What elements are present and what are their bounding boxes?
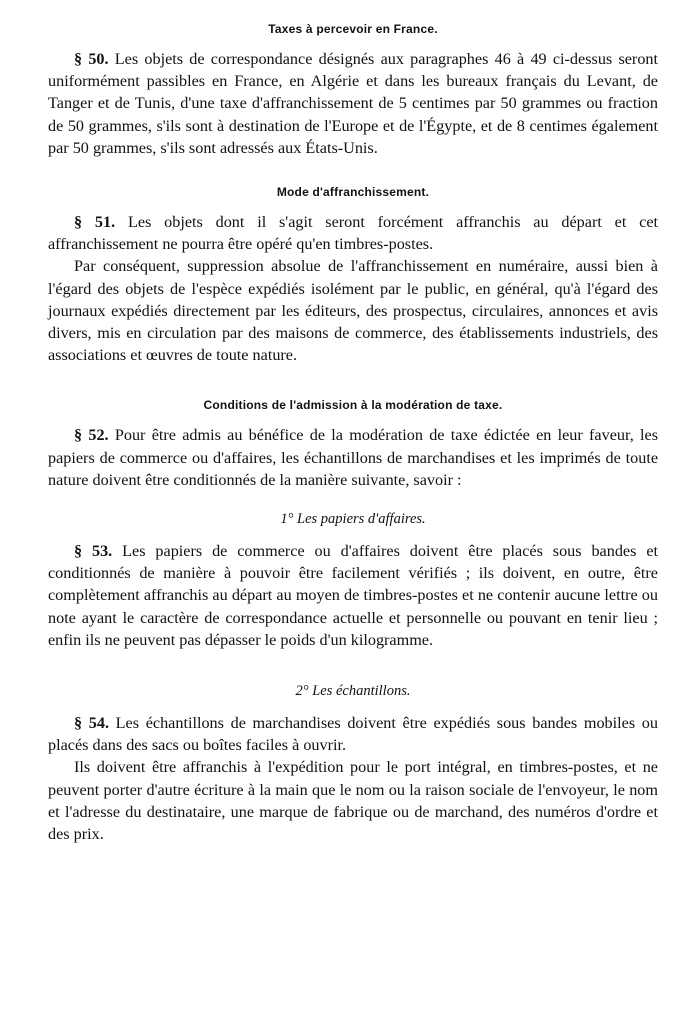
paragraph-50 <box>48 48 658 159</box>
spacer <box>48 700 658 712</box>
spacer <box>48 36 658 48</box>
section-mark-50: § 50. <box>74 50 109 68</box>
spacer <box>48 491 658 511</box>
section-mark-53: § 53. <box>74 542 113 561</box>
heading-taxes: Taxes à percevoir en France. <box>268 22 438 36</box>
spacer <box>48 199 658 211</box>
subhead-papiers: 1° Les papiers d'affaires. <box>280 511 426 528</box>
section-mark-51: § 51. <box>74 213 116 232</box>
subhead-echantillons: 2° Les échantillons. <box>295 683 411 700</box>
paragraph-51 <box>48 211 658 255</box>
spacer <box>48 528 658 540</box>
paragraph-50-text: Les objets de correspondance désignés aux paragraphes 46 à 49 ci-dessus seront uniformément passibles en France, en Algérie et dans les bureaux français du Levant, de Tanger et de Tunis, d'une taxe d'affranchissement de 5 centimes par 50 grammes ou fraction de 50 grammes, s'ils sont à destination de l'Europe et de l'Égypte, et de 8 centimes également par 50 grammes, s'ils sont adressés aux États-Unis. <box>48 50 658 157</box>
spacer <box>48 366 658 398</box>
section-mark-52: § 52. <box>74 426 109 445</box>
paragraph-54 <box>48 712 658 756</box>
paragraph-52-text: Pour être admis au bénéfice de la modération de taxe édictée en leur faveur, les papiers de commerce ou d'affaires, les échantillons de marchandises et les imprimés de toute nature doivent être conditionnés de la manière suivante, savoir : <box>48 426 659 489</box>
paragraph-53-text: Les papiers de commerce ou d'affaires doivent être placés sous bandes et conditionnés de manière à pouvoir être facilement vérifiés ; ils doivent, en outre, être complètement affranchis au départ au moyen de timbres-postes et ne contenir aucune lettre ou note ayant le caractère de correspondance actuelle et personnelle ou pouvant en tenir lieu ; enfin ils ne peuvent pas dépasser le poids d'un kilogramme. <box>48 542 659 649</box>
spacer <box>48 159 658 185</box>
section-mark-54: § 54. <box>74 714 109 733</box>
paragraph-54b: Ils doivent être affranchis à l'expédition pour le port intégral, en timbres-postes, et ne peuvent porter d'autre écriture à la main que le nom ou la raison sociale de l'envoyeur, le nom et l'adresse du destinataire, une marque de fabrique ou de marchand, des numéros d'ordre et des prix. <box>48 758 658 844</box>
paragraph-52 <box>48 424 658 491</box>
spacer <box>48 651 658 683</box>
heading-conditions: Conditions de l'admission à la modération de taxe. <box>203 398 503 413</box>
document-page <box>48 22 658 845</box>
spacer <box>48 412 658 424</box>
paragraph-53 <box>48 540 658 651</box>
paragraph-51-text: Les objets dont il s'agit seront forcément affranchis au départ et cet affranchissement ne pourra être opéré qu'en timbres-postes. <box>48 213 659 254</box>
heading-mode: Mode d'affranchissement. <box>276 185 430 200</box>
paragraph-51b: Par conséquent, suppression absolue de l'affranchissement en numéraire, aussi bien à l'égard des objets de l'espèce expédiés isolément par le public, en général, qu'à l'égard des journaux expédiés directement par les éditeurs, des prospectus, circulaires, annonces et avis divers, mis en circulation par des maisons de commerce, des établissements industriels, des associations et œuvres de toute nature. <box>48 257 658 365</box>
paragraph-54-text: Les échantillons de marchandises doivent être expédiés sous bandes mobiles ou placés dans des sacs ou boîtes faciles à ouvrir. <box>48 714 658 755</box>
